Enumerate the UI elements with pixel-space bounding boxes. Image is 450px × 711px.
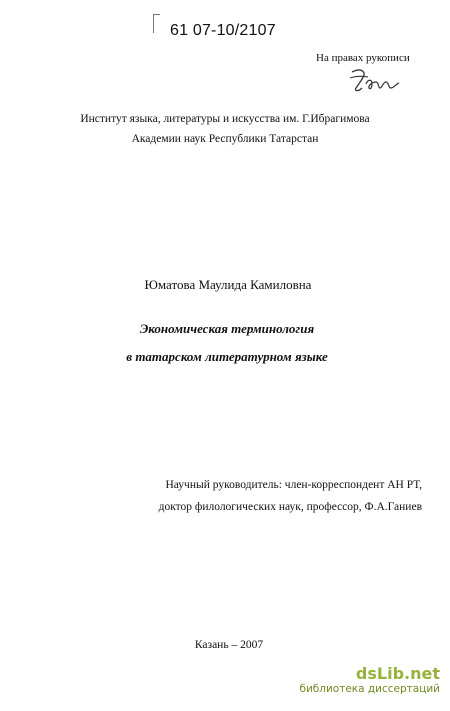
academy-name: Академии наук Республики Татарстан [131,133,319,145]
manuscript-rights-note: На правах рукописи [316,52,410,64]
dissertation-title-line-2: в татарском литературном языке [126,349,328,364]
advisor-line-1: Научный руководитель: член-корреспондент АН РТ, [165,479,422,491]
city-year: Казань – 2007 [194,639,264,651]
scan-corner-mark [153,14,160,33]
institute-name: Институт языка, литературы и искусства им. Г.Ибрагимова [80,113,370,125]
dissertation-title-line-1: Экономическая терминология [139,321,315,336]
watermark-logo: dsLib.net [355,664,440,683]
watermark-subtitle: библиотека диссертаций [299,683,440,695]
author-name: Юматова Маулида Камиловна [144,277,312,292]
handwritten-signature [346,64,406,103]
dslib-watermark[interactable] [268,666,440,695]
document-number: 61 07-10/2107 [170,22,276,39]
advisor-line-2: доктор филологических наук, профессор, Ф.А.Ганиев [158,501,422,513]
